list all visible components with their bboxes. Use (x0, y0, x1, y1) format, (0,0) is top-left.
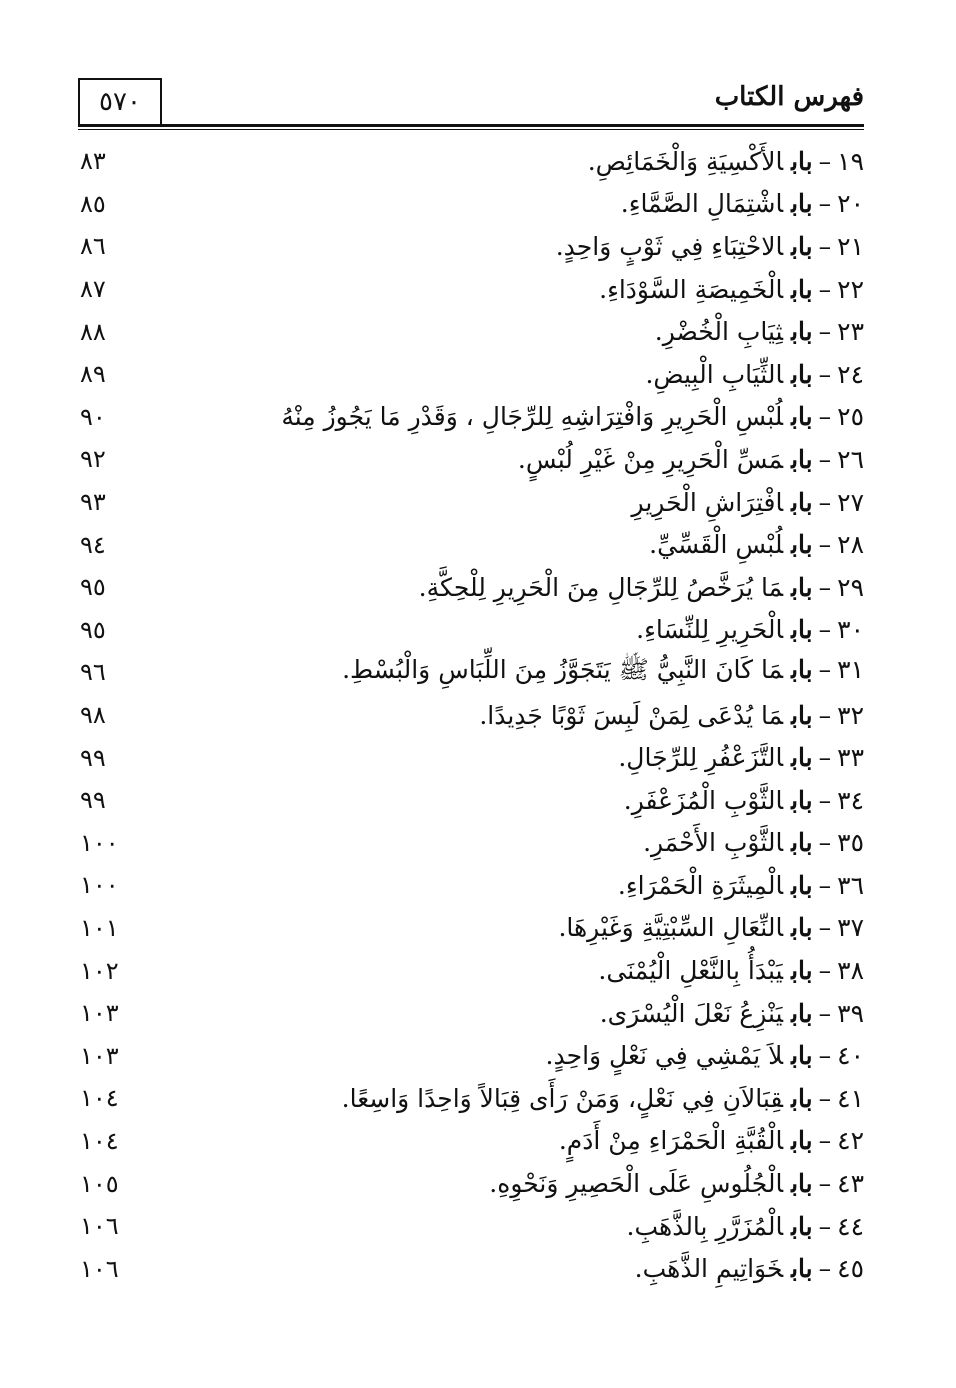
entry-page-number: ٨٥ (80, 189, 106, 218)
entry-text (150, 1084, 866, 1113)
entry-title: مَا كَانَ النَّبِيُّ ﷺ يَتَجَوَّزُ مِنَ اللِّبَاسِ وَالْبُسْطِ. (342, 654, 784, 684)
entry-dash: – (818, 828, 832, 858)
entry-dash: – (818, 402, 832, 432)
index-entry (80, 864, 866, 907)
entry-page-number: ٩٠ (80, 402, 106, 431)
entry-text (150, 786, 866, 815)
index-entry (80, 651, 866, 694)
entry-dash: – (818, 146, 832, 176)
index-entry (80, 822, 866, 865)
entry-text (150, 1126, 866, 1155)
entry-page-number: ١٠٣ (80, 999, 119, 1028)
index-entry (80, 1120, 866, 1163)
entry-title: قِبَالاَنِ فِي نَعْلٍ، وَمَنْ رَأَى قِبَالاً وَاحِدًا وَاسِعًا. (341, 1083, 784, 1113)
index-entry (80, 310, 866, 353)
entry-dash: – (818, 1126, 832, 1156)
entry-text (150, 1254, 866, 1283)
entry-title: الاحْتِبَاءِ فِي ثَوْبٍ وَاحِدٍ. (555, 231, 784, 261)
entry-bab-label: باب (791, 530, 813, 560)
entry-page-number: ١٠٥ (80, 1169, 119, 1198)
entry-dash: – (818, 785, 832, 815)
entry-title: الْخَمِيصَةِ السَّوْدَاءِ. (599, 274, 784, 304)
entry-text (150, 573, 866, 602)
entry-page-number: ٨٨ (80, 317, 106, 346)
entry-page-number: ١٠٦ (80, 1212, 119, 1241)
running-title: فهرس الكتاب (714, 82, 864, 112)
index-entry (80, 949, 866, 992)
entry-page-number: ٩٩ (80, 743, 106, 772)
entry-dash: – (818, 913, 832, 943)
entry-number: ٣٧ (837, 913, 864, 943)
entry-text (150, 913, 866, 942)
entry-text (150, 360, 866, 389)
entry-page-number: ٩٥ (80, 573, 106, 602)
header-rule-thin (78, 129, 864, 130)
entry-page-number: ٩٩ (80, 786, 106, 815)
index-entry (80, 1162, 866, 1205)
page-header (78, 78, 864, 128)
entry-title: مَا يُرَخَّصُ لِلرِّجَالِ مِنَ الْحَرِيرِ لِلْحِكَّةِ. (418, 572, 784, 602)
entry-bab-label: باب (791, 402, 813, 432)
entry-text (150, 743, 866, 772)
entry-bab-label: باب (791, 1211, 813, 1241)
entry-bab-label: باب (791, 274, 813, 304)
entry-number: ٤٥ (837, 1254, 864, 1284)
entry-page-number: ١٠٦ (80, 1254, 119, 1283)
index-entry (80, 183, 866, 226)
entry-dash: – (818, 1254, 832, 1284)
entry-number: ٢٤ (837, 359, 864, 389)
entry-dash: – (818, 956, 832, 986)
entry-number: ٢٧ (837, 487, 864, 517)
entry-dash: – (818, 572, 832, 602)
entry-number: ٢٥ (837, 402, 864, 432)
entry-bab-label: باب (791, 444, 813, 474)
entry-dash: – (818, 700, 832, 730)
entry-title: لاَ يَمْشِي فِي نَعْلٍ وَاحِدٍ. (545, 1041, 784, 1071)
entry-dash: – (818, 743, 832, 773)
index-entries (80, 140, 866, 1290)
page-number-box (78, 78, 162, 124)
entry-page-number: ٩٤ (80, 530, 106, 559)
entry-number: ١٩ (837, 146, 864, 176)
entry-number: ٤٤ (837, 1211, 864, 1241)
entry-dash: – (818, 359, 832, 389)
entry-number: ٣٣ (837, 743, 864, 773)
entry-page-number: ٩٦ (80, 658, 106, 687)
entry-page-number: ١٠٢ (80, 956, 119, 985)
entry-bab-label: باب (791, 785, 813, 815)
entry-text (150, 701, 866, 730)
entry-page-number: ٩٨ (80, 701, 106, 730)
entry-bab-label: باب (791, 1126, 813, 1156)
index-entry (80, 907, 866, 950)
index-entry (80, 566, 866, 609)
entry-bab-label: باب (791, 870, 813, 900)
entry-dash: – (818, 317, 832, 347)
entry-number: ٢٣ (837, 317, 864, 347)
entry-text (150, 232, 866, 261)
entry-text (150, 1169, 866, 1198)
entry-title: الْمِيثَرَةِ الْحَمْرَاءِ. (617, 870, 784, 900)
entry-text (150, 828, 866, 857)
entry-title: الثِّيَابِ الْبِيضِ. (645, 359, 784, 389)
entry-bab-label: باب (791, 615, 813, 645)
entry-title: افْتِرَاشِ الْحَرِيرِ (631, 487, 784, 517)
index-entry (80, 1034, 866, 1077)
entry-text (150, 1041, 866, 1070)
entry-title: اشْتِمَالِ الصَّمَّاءِ. (620, 189, 784, 219)
entry-title: التَّزَعْفُرِ لِلرِّجَالِ. (618, 743, 784, 773)
entry-bab-label: باب (791, 487, 813, 517)
entry-title: الأَكْسِيَةِ وَالْخَمَائِصِ. (587, 146, 784, 176)
entry-text (150, 445, 866, 474)
entry-title: خَوَاتِيمِ الذَّهَبِ. (634, 1254, 784, 1284)
entry-page-number: ٨٧ (80, 275, 106, 304)
index-entry (80, 736, 866, 779)
entry-page-number: ١٠٠ (80, 871, 119, 900)
header-rule-thick (78, 124, 864, 127)
entry-title: الْقُبَّةِ الْحَمْرَاءِ مِنْ أَدَمٍ. (558, 1126, 784, 1156)
entry-text (150, 615, 866, 644)
entry-dash: – (818, 274, 832, 304)
entry-text (150, 317, 866, 346)
entry-number: ٣٦ (837, 870, 864, 900)
entry-page-number: ١٠٠ (80, 828, 119, 857)
index-entry (80, 353, 866, 396)
entry-bab-label: باب (791, 1169, 813, 1199)
index-entry (80, 992, 866, 1035)
entry-text (150, 530, 866, 559)
entry-dash: – (818, 189, 832, 219)
entry-bab-label: باب (791, 700, 813, 730)
entry-page-number: ١٠٤ (80, 1084, 119, 1113)
entry-number: ٤١ (837, 1083, 864, 1113)
entry-page-number: ١٠١ (80, 913, 119, 942)
entry-number: ٤٣ (837, 1169, 864, 1199)
entry-text (150, 402, 866, 431)
entry-dash: – (818, 1169, 832, 1199)
entry-bab-label: باب (791, 572, 813, 602)
entry-page-number: ٨٩ (80, 360, 106, 389)
entry-text (150, 654, 866, 691)
entry-dash: – (818, 615, 832, 645)
entry-number: ٤٢ (837, 1126, 864, 1156)
entry-page-number: ٩٣ (80, 488, 106, 517)
index-entry (80, 523, 866, 566)
entry-dash: – (818, 1211, 832, 1241)
entry-bab-label: باب (791, 1041, 813, 1071)
entry-number: ٢٠ (837, 189, 864, 219)
entry-number: ٣٥ (837, 828, 864, 858)
entry-text (150, 189, 866, 218)
index-entry (80, 779, 866, 822)
entry-number: ٢٦ (837, 444, 864, 474)
entry-dash: – (818, 1083, 832, 1113)
entry-title: ثِيَابِ الْخُضْرِ. (654, 317, 784, 347)
entry-number: ٤٠ (837, 1041, 864, 1071)
entry-title: الثَّوْبِ الْمُزَعْفَرِ. (623, 785, 784, 815)
entry-number: ٢٩ (837, 572, 864, 602)
entry-bab-label: باب (791, 654, 813, 684)
index-entry (80, 609, 866, 652)
entry-number: ٢٨ (837, 530, 864, 560)
entry-dash: – (818, 998, 832, 1028)
entry-title: الثَّوْبِ الأَحْمَرِ. (643, 828, 784, 858)
entry-text (150, 147, 866, 176)
entry-bab-label: باب (791, 1254, 813, 1284)
index-entry (80, 694, 866, 737)
entry-dash: – (818, 231, 832, 261)
entry-page-number: ١٠٣ (80, 1041, 119, 1070)
index-entry (80, 438, 866, 481)
entry-number: ٣٩ (837, 998, 864, 1028)
entry-bab-label: باب (791, 956, 813, 986)
entry-title: مَا يُدْعَى لِمَنْ لَبِسَ ثَوْبًا جَدِيدًا. (479, 700, 784, 730)
entry-page-number: ٨٣ (80, 147, 106, 176)
entry-title: الْحَرِيرِ لِلنِّسَاءِ. (636, 615, 784, 645)
entry-title: مَسِّ الْحَرِيرِ مِنْ غَيْرِ لُبْسٍ. (517, 444, 784, 474)
entry-page-number: ٩٥ (80, 615, 106, 644)
entry-page-number: ١٠٤ (80, 1126, 119, 1155)
index-entry (80, 268, 866, 311)
entry-dash: – (818, 444, 832, 474)
entry-bab-label: باب (791, 998, 813, 1028)
entry-dash: – (818, 870, 832, 900)
entry-bab-label: باب (791, 913, 813, 943)
entry-number: ٢١ (837, 231, 864, 261)
entry-title: يَنْزِعُ نَعْلَ الْيُسْرَى. (599, 998, 784, 1028)
entry-title: النِّعَالِ السِّبْتِيَّةِ وَغَيْرِهَا. (558, 913, 784, 943)
entry-number: ٣١ (837, 654, 864, 684)
index-entry (80, 396, 866, 439)
index-entry (80, 140, 866, 183)
entry-text (150, 999, 866, 1028)
entry-dash: – (818, 487, 832, 517)
entry-number: ٣٨ (837, 956, 864, 986)
entry-dash: – (818, 654, 832, 684)
entry-bab-label: باب (791, 317, 813, 347)
entry-bab-label: باب (791, 743, 813, 773)
index-entry (80, 1205, 866, 1248)
index-entry (80, 481, 866, 524)
index-entry (80, 1247, 866, 1290)
page-number: ٥٧٠ (99, 87, 141, 117)
entry-text (150, 871, 866, 900)
entry-page-number: ٨٦ (80, 232, 106, 261)
entry-number: ٣٢ (837, 700, 864, 730)
entry-title: الْمُزَرَّرِ بِالذَّهَبِ. (626, 1211, 784, 1241)
entry-number: ٣٠ (837, 615, 864, 645)
entry-page-number: ٩٢ (80, 445, 106, 474)
entry-bab-label: باب (791, 359, 813, 389)
entry-bab-label: باب (791, 828, 813, 858)
index-entry (80, 1077, 866, 1120)
entry-dash: – (818, 1041, 832, 1071)
index-entry (80, 225, 866, 268)
entry-dash: – (818, 530, 832, 560)
entry-text (150, 1212, 866, 1241)
entry-bab-label: باب (791, 146, 813, 176)
entry-title: يَبْدَأُ بِالنَّعْلِ الْيُمْنَى. (598, 956, 784, 986)
entry-number: ٣٤ (837, 785, 864, 815)
entry-bab-label: باب (791, 1083, 813, 1113)
entry-text (150, 275, 866, 304)
entry-text (150, 956, 866, 985)
entry-title: لُبْسِ الْقَسِّيِّ. (649, 530, 784, 560)
entry-title: لُبْسِ الْحَرِيرِ وَافْتِرَاشِهِ لِلرِّجَالِ ، وَقَدْرِ مَا يَجُوزُ مِنْهُ (281, 402, 784, 432)
entry-text (150, 488, 866, 517)
entry-number: ٢٢ (837, 274, 864, 304)
entry-bab-label: باب (791, 231, 813, 261)
entry-bab-label: باب (791, 189, 813, 219)
entry-title: الْجُلُوسِ عَلَى الْحَصِيرِ وَنَحْوِهِ. (489, 1169, 784, 1199)
